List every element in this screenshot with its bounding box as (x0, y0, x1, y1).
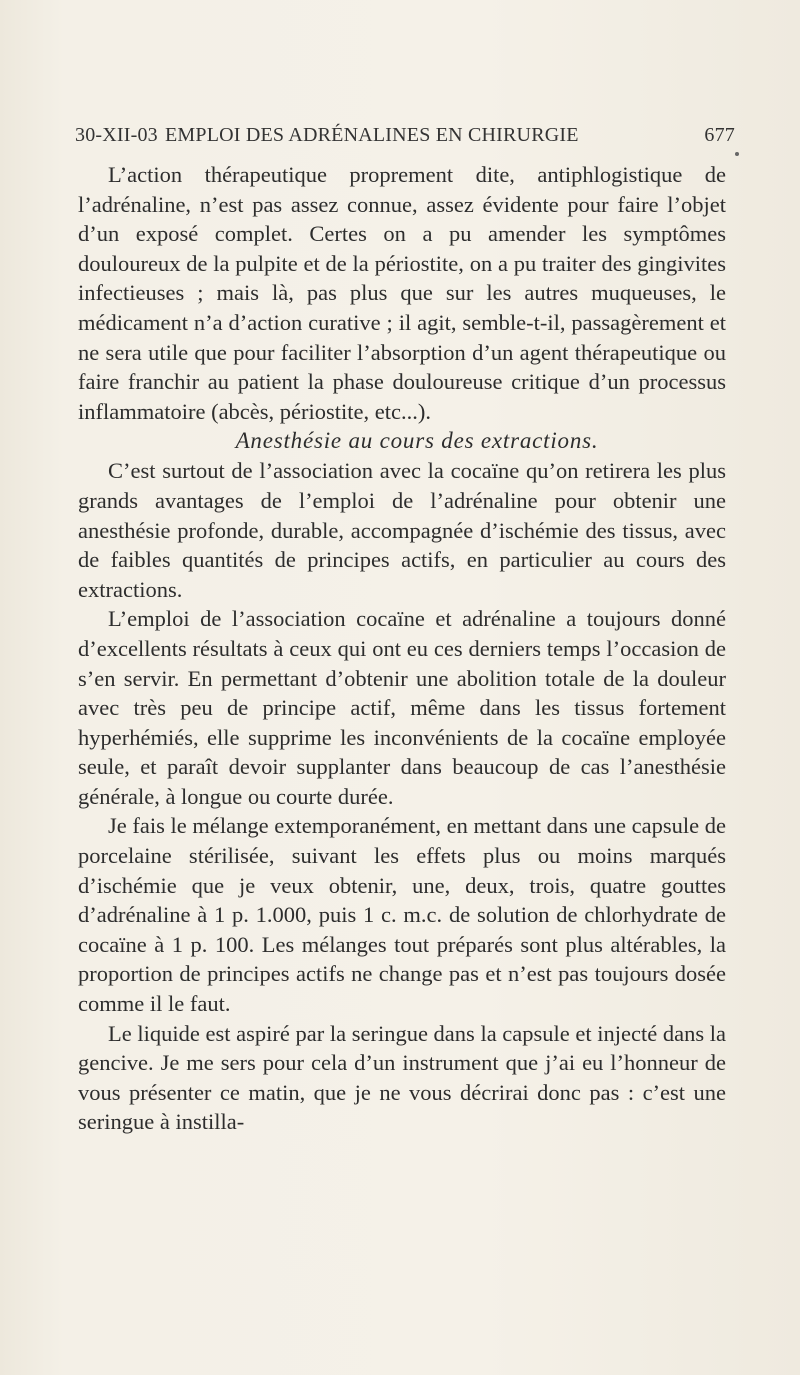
running-header (75, 124, 735, 154)
section-heading: Anesthésie au cours des extractions. (235, 428, 599, 454)
header-date: 30-XII-03 (75, 124, 158, 146)
header-title: EMPLOI DES ADRÉNALINES EN CHIRURGIE (165, 124, 579, 146)
page-number: 677 (704, 124, 735, 146)
paragraph-results: L’emploi de l’association cocaïne et adrénaline a toujours donné d’excellents résultats à ceux qui ont eu ces derniers temps l’occasion de s’en servir. En permettant d’obtenir une abolition totale de la douleur avec très peu de principe actif, même dans les tissus fortement hyperhémiés, elle supprime les inconvénients de la cocaïne employée seule, et paraît devoir supplanter dans beaucoup de cas l’anesthésie générale, à longue ou courte durée. (78, 606, 726, 809)
paragraph-antiphlogistic: L’action thérapeutique proprement dite, antiphlogistique de l’adrénaline, n’est pas assez connue, assez évidente pour faire l’objet d’un exposé complet. Certes on a pu amender les symptômes douloureux de la pulpite et de la périostite, on a pu traiter des gingivites infectieuses ; mais là, pas plus que sur les autres muqueuses, le médicament n’a d’action curative ; il agit, semble-t-il, passagèrement et ne sera utile que pour faciliter l’absorption d’un agent thérapeutique ou faire franchir au patient la phase douloureuse critique d’un processus inflammatoire (abcès, périostite, etc...). (78, 162, 726, 424)
paragraph-cocaine-association: C’est surtout de l’association avec la cocaïne qu’on retirera les plus grands avantages de l’emploi de l’adrénaline pour obtenir une anesthésie profonde, durable, accompagnée d’ischémie des tissus, avec de faibles quantités de principes actifs, en particulier au cours des extractions. (78, 458, 726, 602)
paragraph-injection: Le liquide est aspiré par la seringue dans la capsule et injecté dans la gencive. Je me sers pour cela d’un instrument que j’ai eu l’honneur de vous présenter ce matin, que je ne vous décrirai donc pas : c’est une seringue à instilla- (78, 1020, 726, 1135)
ink-dot (735, 152, 739, 156)
page-body (78, 160, 726, 1137)
paragraph-mixture: Je fais le mélange extemporanément, en mettant dans une capsule de porcelaine stérilisée, suivant les effets plus ou moins marqués d’ischémie que je veux obtenir, une, deux, trois, quatre gouttes d’adrénaline à 1 p. 1.000, puis 1 c. m.c. de solution de chlorhydrate de cocaïne à 1 p. 100. Les mélanges tout préparés sont plus altérables, la proportion de principes actifs ne change pas et n’est pas toujours dosée comme il le faut. (78, 813, 726, 1017)
